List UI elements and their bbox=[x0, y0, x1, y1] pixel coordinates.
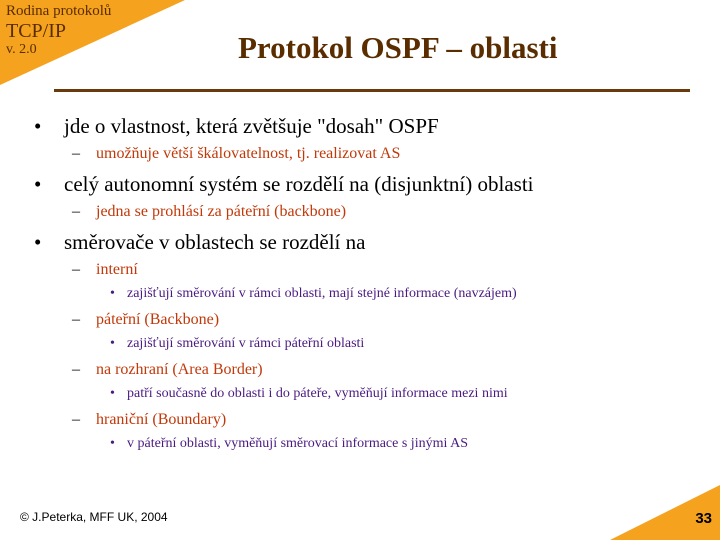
small-bullet-marker: • bbox=[110, 286, 115, 301]
slide-title: Protokol OSPF – oblasti bbox=[238, 30, 558, 65]
bullet-text: směrovače v oblastech se rozdělí na bbox=[64, 230, 366, 254]
dash-marker: – bbox=[72, 261, 80, 278]
sub-bullet-item bbox=[72, 311, 219, 329]
detail-bullet-item bbox=[110, 436, 468, 452]
bullet-text: jde o vlastnost, která zvětšuje "dosah" OSPF bbox=[64, 114, 439, 138]
detail-text: patří současně do oblasti i do páteře, vyměňují informace mezi nimi bbox=[127, 386, 508, 401]
dash-marker: – bbox=[72, 361, 80, 378]
title-underline bbox=[54, 89, 690, 92]
detail-text: zajišťují směrování v rámci oblasti, mají stejné informace (navzájem) bbox=[127, 286, 517, 301]
bullet-text: celý autonomní systém se rozdělí na (disjunktní) oblasti bbox=[64, 172, 534, 196]
page-number: 33 bbox=[695, 510, 712, 527]
sub-bullet-text: na rozhraní (Area Border) bbox=[96, 361, 263, 378]
sub-bullet-item bbox=[72, 261, 138, 279]
series-version: v. 2.0 bbox=[6, 42, 37, 57]
sub-bullet-item bbox=[72, 203, 346, 221]
bullet-marker: • bbox=[34, 172, 42, 196]
series-label bbox=[6, 4, 111, 57]
sub-bullet-text: hraniční (Boundary) bbox=[96, 411, 227, 428]
series-line-2: TCP/IP bbox=[6, 20, 67, 42]
dash-marker: – bbox=[72, 145, 80, 162]
series-line-1: Rodina protokolů bbox=[6, 3, 112, 19]
small-bullet-marker: • bbox=[110, 436, 115, 451]
dash-marker: – bbox=[72, 203, 80, 220]
bullet-marker: • bbox=[34, 114, 42, 138]
sub-bullet-text: umožňuje větší škálovatelnost, tj. realizovat AS bbox=[96, 145, 401, 162]
detail-bullet-item bbox=[110, 386, 508, 402]
small-bullet-marker: • bbox=[110, 336, 115, 351]
sub-bullet-item bbox=[72, 411, 226, 429]
detail-bullet-item bbox=[110, 286, 517, 302]
small-bullet-marker: • bbox=[110, 386, 115, 401]
sub-bullet-text: interní bbox=[96, 261, 138, 278]
sub-bullet-text: jedna se prohlásí za páteřní (backbone) bbox=[96, 203, 347, 220]
footer-copyright: © J.Peterka, MFF UK, 2004 bbox=[20, 510, 168, 524]
bullet-item bbox=[34, 230, 365, 255]
dash-marker: – bbox=[72, 311, 80, 328]
detail-text: zajišťují směrování v rámci páteřní oblasti bbox=[127, 336, 365, 351]
sub-bullet-text: páteřní (Backbone) bbox=[96, 311, 220, 328]
bullet-item bbox=[34, 114, 439, 139]
sub-bullet-item bbox=[72, 361, 263, 379]
detail-text: v páteřní oblasti, vyměňují směrovací informace s jinými AS bbox=[127, 436, 468, 451]
detail-bullet-item bbox=[110, 336, 364, 352]
sub-bullet-item bbox=[72, 145, 400, 163]
bullet-marker: • bbox=[34, 230, 42, 254]
bullet-item bbox=[34, 172, 534, 197]
dash-marker: – bbox=[72, 411, 80, 428]
